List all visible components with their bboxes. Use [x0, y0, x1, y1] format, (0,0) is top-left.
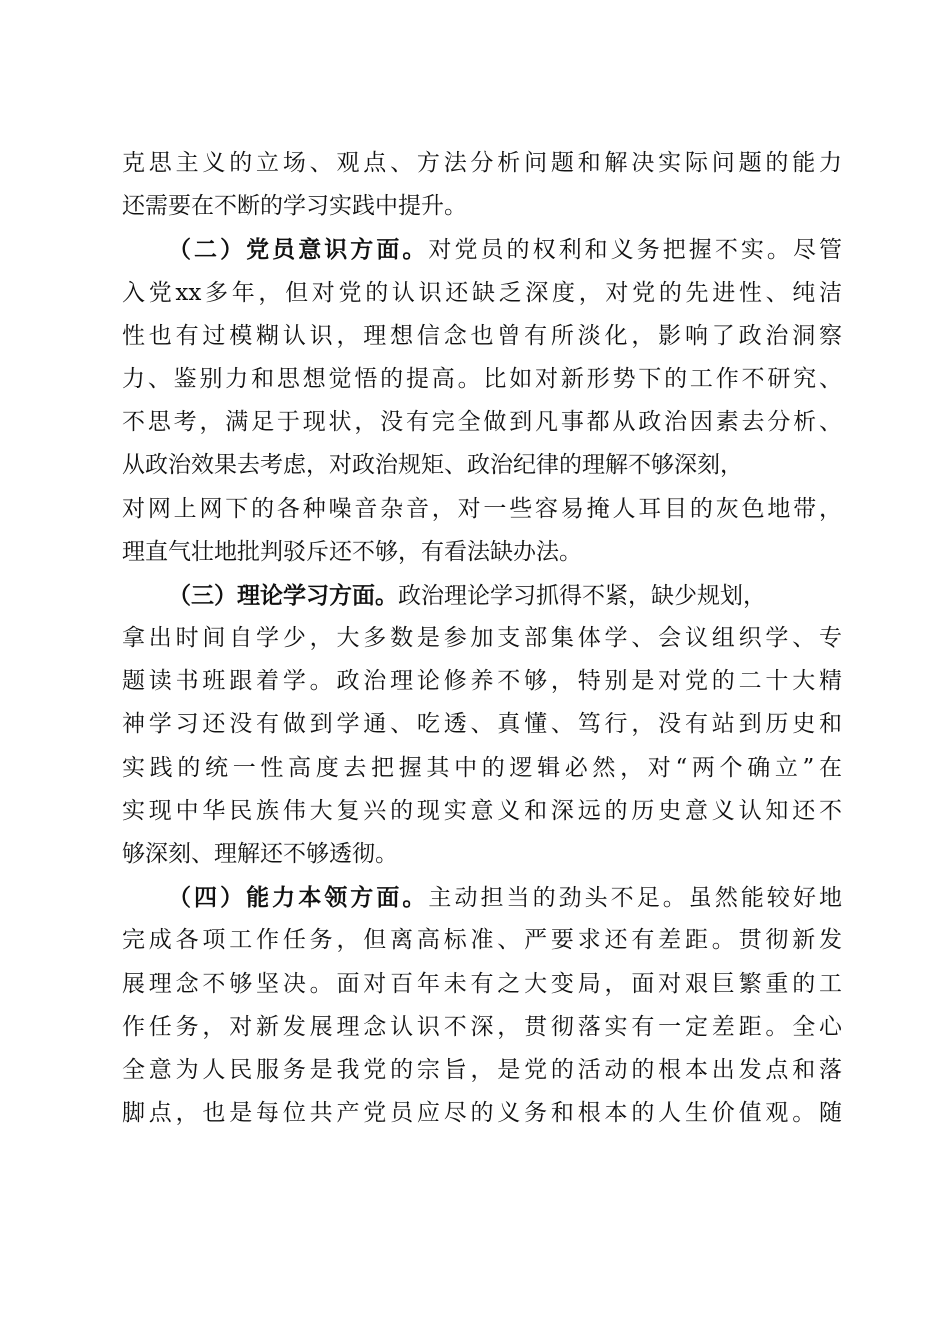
section-2-heading: （二）党员意识方面。 [168, 236, 429, 264]
body-line: 展理念不够坚决。面对百年未有之大变局，面对艰巨繁重的工 [122, 970, 842, 997]
body-line: 实现中华民族伟大复兴的现实意义和深远的历史意义认知还不 [122, 797, 842, 824]
body-line: 力、鉴别力和思想觉悟的提高。比如对新形势下的工作不研究、 [122, 365, 842, 392]
body-line: 拿出时间自学少，大多数是参加支部集体学、会议组织学、专 [122, 625, 842, 652]
section-3-heading: （三）理论学习方面。 [168, 581, 398, 609]
body-line: 不思考，满足于现状，没有完全做到凡事都从政治因素去分析、 [122, 409, 842, 436]
body-line: 完成各项工作任务，但离高标准、严要求还有差距。贯彻新发 [122, 927, 842, 954]
body-line: 从政治效果去考虑，对政治规矩、政治纪律的理解不够深刻， [122, 452, 743, 479]
body-line: 对网上网下的各种噪音杂音，对一些容易掩人耳目的灰色地带， [122, 495, 842, 522]
body-line: 实践的统一性高度去把握其中的逻辑必然，对“两个确立”在 [122, 754, 842, 781]
body-line: 够深刻、理解还不够透彻。 [122, 841, 398, 867]
section-2-text: 对党员的权利和义务把握不实。尽管 [428, 237, 843, 264]
section-3-text: 政治理论学习抓得不紧，缺少规划， [398, 582, 766, 609]
section-4-first-line [122, 876, 842, 919]
body-line: 脚点，也是每位共产党员应尽的义务和根本的人生价值观。随 [122, 1100, 842, 1127]
body-line: 还需要在不断的学习实践中提升。 [122, 193, 467, 220]
section-2-first-line [122, 228, 842, 271]
section-3-first-line [122, 574, 842, 617]
body-line: 理直气壮地批判驳斥还不够，有看法缺办法。 [122, 538, 582, 565]
document-body [122, 142, 842, 1135]
body-line: 克思主义的立场、观点、方法分析问题和解决实际问题的能力 [122, 150, 842, 176]
body-line: 题读书班跟着学。政治理论修养不够，特别是对党的二十大精 [122, 668, 842, 695]
body-line: 神学习还没有做到学通、吃透、真懂、笃行，没有站到历史和 [122, 711, 842, 738]
section-4-heading: （四）能力本领方面。 [168, 884, 429, 912]
body-line: 作任务，对新发展理念认识不深，贯彻落实有一定差距。全心 [122, 1013, 842, 1040]
section-4-text: 主动担当的劲头不足。虽然能较好地 [428, 885, 843, 912]
body-line: 全意为人民服务是我党的宗旨，是党的活动的根本出发点和落 [122, 1056, 842, 1083]
body-line: 入党xx多年，但对党的认识还缺乏深度，对党的先进性、纯洁 [122, 279, 842, 306]
body-line: 性也有过模糊认识，理想信念也曾有所淡化，影响了政治洞察 [122, 322, 842, 349]
